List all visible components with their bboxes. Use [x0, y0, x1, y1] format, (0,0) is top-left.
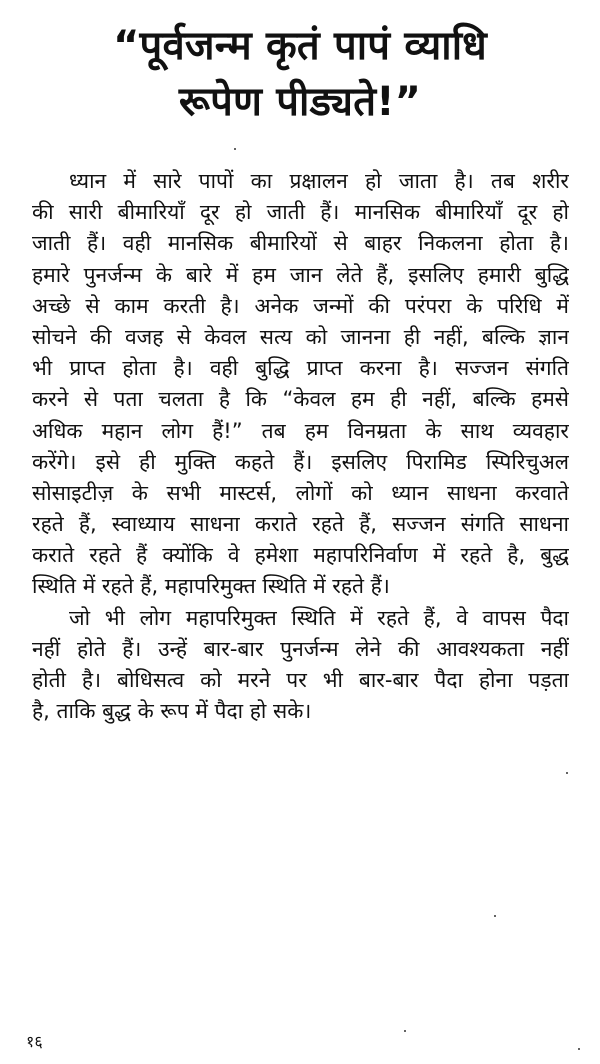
- text-line: सोसाइटीज़ के सभी मास्टर्स, लोगों को ध्यान साधना करवाते: [32, 480, 569, 505]
- text-line: अच्छे से काम करती है। अनेक जन्मों की परंपरा के परिधि में: [32, 293, 569, 318]
- print-speck: [404, 1030, 406, 1032]
- chapter-title: [34, 18, 566, 130]
- title-line-2: रूपेण पीड्यते!”: [178, 79, 422, 125]
- text-line: ध्यान में सारे पापों का प्रक्षालन हो जाता है। तब शरीर: [69, 169, 569, 193]
- text-line: स्थिति में रहते हैं, महापरिमुक्त स्थिति में रहते हैं।: [32, 574, 390, 599]
- text-line: अधिक महान लोग हैं!” तब हम विनम्रता के साथ व्यवहार: [32, 418, 569, 443]
- text-line: करेंगे। इसे ही मुक्ति कहते हैं। इसलिए पिरामिड स्पिरिचुअल: [32, 449, 569, 474]
- text-line: कराते रहते हैं क्योंकि वे हमेशा महापरिनिर्वाण में रहते है, बुद्ध: [32, 543, 569, 568]
- print-speck: [494, 915, 496, 917]
- print-speck: [234, 148, 236, 150]
- text-line: हमारे पुनर्जन्म के बारे में हम जान लेते हैं, इसलिए हमारी बुद्धि: [32, 262, 569, 287]
- print-speck: [566, 772, 568, 774]
- page-number: १६: [26, 1032, 43, 1051]
- text-line: भी प्राप्त होता है। वही बुद्धि प्राप्त करना है। सज्जन संगति: [32, 356, 569, 381]
- text-line: नहीं होते हैं। उन्हें बार-बार पुनर्जन्म लेने की आवश्यकता नहीं: [32, 636, 569, 661]
- text-line: करने से पता चलता है कि “केवल हम ही नहीं, बल्कि हमसे: [32, 387, 569, 412]
- paragraph-2: [32, 603, 569, 728]
- paragraph-1: [32, 166, 569, 603]
- text-line: होती है। बोधिसत्व को मरने पर भी बार-बार पैदा होना पड़ता: [32, 668, 569, 692]
- title-line-1: “पूर्वजन्म कृतं पापं व्याधि: [113, 23, 487, 69]
- text-line: की सारी बीमारियाँ दूर हो जाती हैं। मानसिक बीमारियाँ दूर हो: [32, 200, 569, 225]
- text-line: है, ताकि बुद्ध के रूप में पैदा हो सके।: [32, 699, 312, 724]
- text-line: रहते हैं, स्वाध्याय साधना कराते रहते हैं, सज्जन संगति साधना: [32, 512, 569, 537]
- text-line: जाती हैं। वही मानसिक बीमारियों से बाहर निकलना होता है।: [32, 231, 569, 256]
- text-line: सोचने की वजह से केवल सत्य को जानना ही नहीं, बल्कि ज्ञान: [32, 324, 569, 349]
- body-text: [32, 166, 569, 727]
- text-line: जो भी लोग महापरिमुक्त स्थिति में रहते हैं, वे वापस पैदा: [69, 605, 569, 630]
- print-speck: [578, 1048, 580, 1050]
